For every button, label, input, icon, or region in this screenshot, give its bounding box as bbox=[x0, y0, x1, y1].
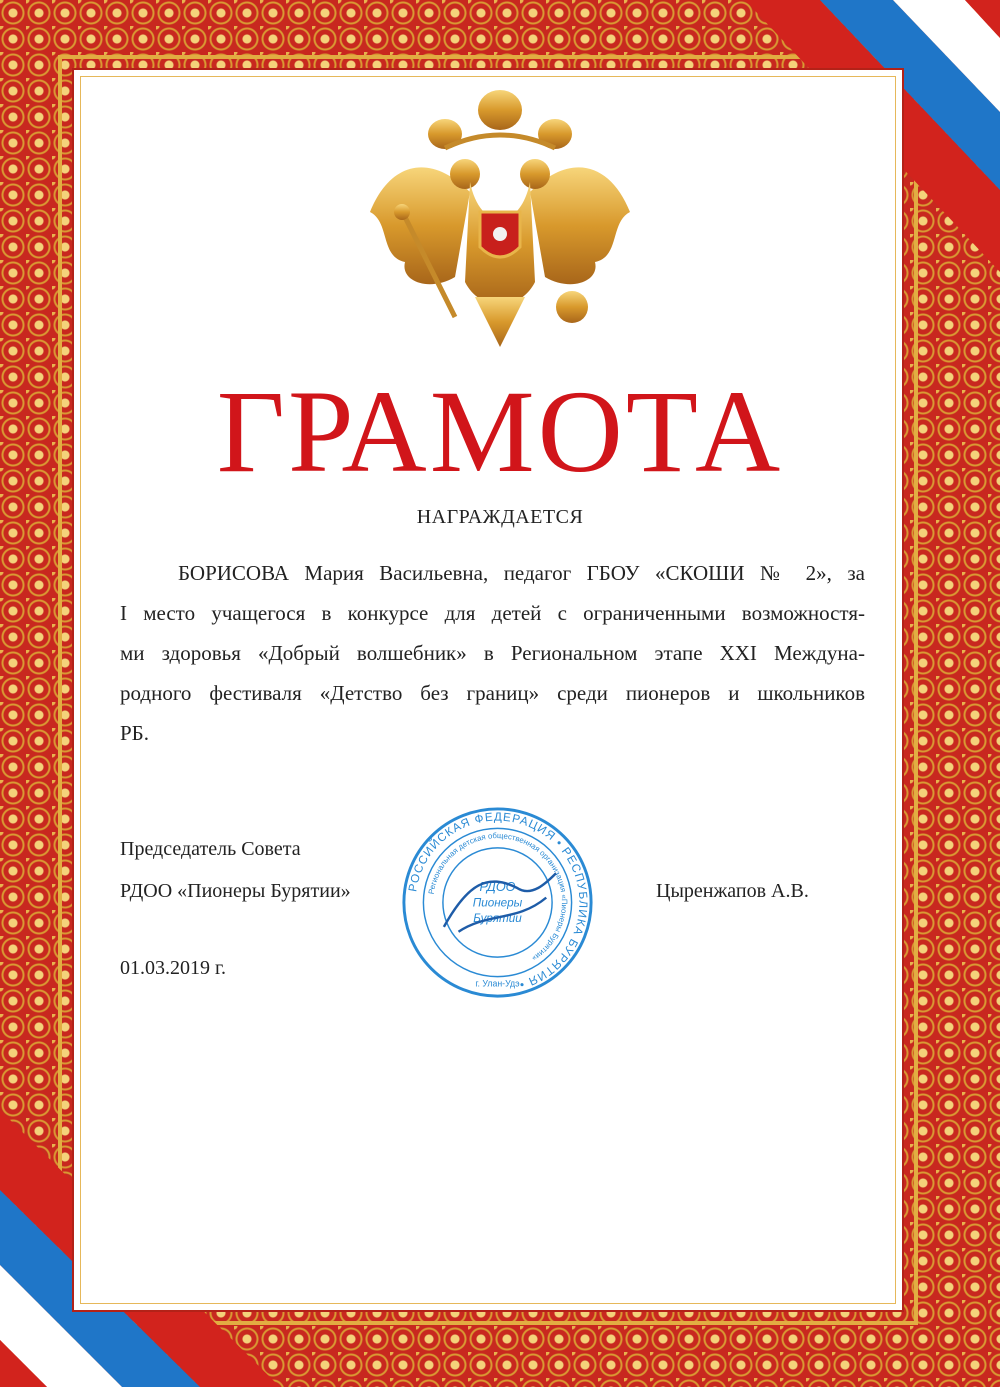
signer-name: Цыренжапов А.В. bbox=[656, 880, 809, 902]
certificate-title: ГРАМОТА bbox=[216, 366, 784, 497]
stamp-center-line1: РДОО bbox=[479, 879, 516, 894]
signer-position-line2: РДОО «Пионеры Бурятии» bbox=[120, 880, 351, 902]
awarded-label: НАГРАЖДАЕТСЯ bbox=[416, 506, 584, 528]
stamp-inner-text: Региональная детская общественная организация «Пионеры Бурятии» bbox=[426, 831, 569, 964]
stamp-city: г. Улан-Удэ bbox=[475, 978, 520, 989]
issue-date: 01.03.2019 г. bbox=[120, 957, 226, 979]
double-headed-eagle-emblem bbox=[350, 82, 650, 362]
organization-stamp bbox=[400, 805, 595, 1000]
award-text-line: родного фестиваля «Детство без границ» среди пионеров и школьников bbox=[120, 681, 865, 705]
award-text-line: ми здоровья «Добрый волшебник» в Региональном этапе XXI Междуна- bbox=[120, 641, 865, 665]
award-text bbox=[120, 553, 865, 753]
signer-position-line1: Председатель Совета bbox=[120, 838, 301, 860]
stamp-center-line2: Пионеры bbox=[472, 896, 523, 910]
award-text-line: РБ. bbox=[120, 721, 149, 745]
stamp-center-line3: Бурятии bbox=[473, 912, 522, 925]
award-text-line: БОРИСОВА Мария Васильевна, педагог ГБОУ «СКОШИ № 2», за bbox=[178, 561, 865, 585]
award-text-line: I место учащегося в конкурсе для детей с ограниченными возможностя- bbox=[120, 601, 865, 625]
stamp-outer-text: РОССИЙСКАЯ ФЕДЕРАЦИЯ • РЕСПУБЛИКА БУРЯТИЯ • bbox=[406, 810, 590, 992]
